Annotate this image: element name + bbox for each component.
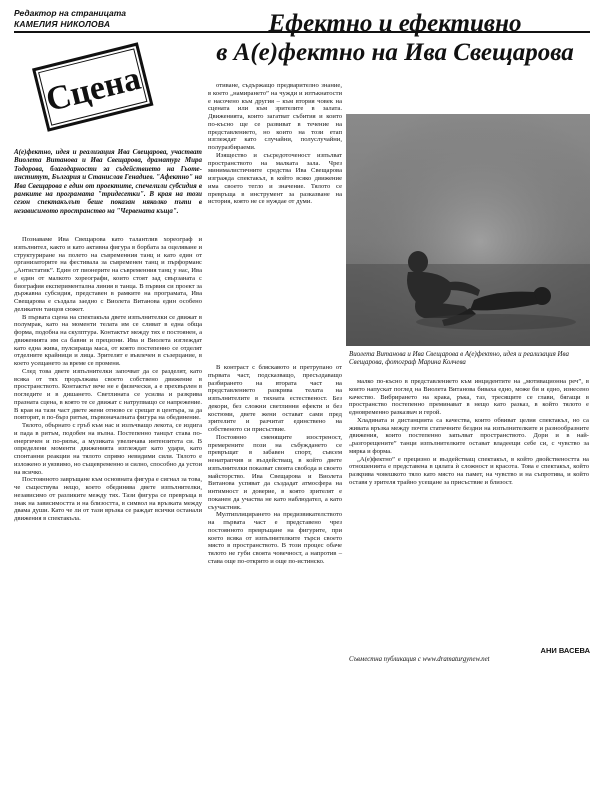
title-line-2-prefix: в: [216, 39, 234, 66]
title-line-2-suffix: на Ива Свещарова: [365, 39, 574, 66]
article-title: [200, 10, 590, 66]
title-line-2: [200, 39, 590, 66]
col1-paragraph: Тялото, обърнато с гръб към нас и излъчващо лекота, се издига и пада в ритъм, подобен на вълна. Постепенно танцът става по-енергичен и по-рязък, а музиката увеличава интензитета си. В определени моменти движенията изглеждат като удари, като спонтанни реакции на тялото спрямо невидими сили. Тялото е изложено и уязвимо, но същевременно и силно, способно да устои на всичко.: [14, 422, 202, 476]
col2b-paragraph: Постоянно сменящите изостреност, премерените пози на събуждането се превръщат в забавен спорт, съвсем ненатрапчив и въздействащ, в който двете изпълнителки показват своята свобода и своето майсторство. Ива Свещарова и Виолета Витанова успяват да създадат атмосфера на интимност и доверие, в която зрителят е поканен да участва не като наблюдател, а като съучастник.: [208, 433, 342, 511]
lead-paragraph: А(е)фектно, идея и реализация Ива Свещарова, участват Виолета Витанова и Ива Свещарова, драматург Мира Тодорова, благодарности за съдействието на Гьоте-институт, България и Станислав Генадиев. "Афектно" на Ива Свещарова е един от проектите, спечелили субсидия в рамките на програмата "тридесетки". В края на този сезон спектакълът беше показан няколко пъти в независимото пространство на "Червената къща".: [14, 148, 202, 215]
editor-box: [14, 8, 164, 30]
col1-paragraph: Постоянното завръщане към основната фигура е сигнал за това, че съществува нещо, което обединява двете изпълнителки, независимо от разликите между тях. Тази фигура се превръща в знак на зависимостта и на близостта, в символ на връзката между двама души. Като че ли от тази връзка се раждат всички останали движения в спектакъла.: [14, 476, 202, 522]
editor-role: Редактор на страницата: [14, 8, 127, 18]
col2b-paragraph: Мултиплицирането на предизвикателството на първата част е представено чрез постоянното превръщане на фигурите, при което всяка от изпълнителките търси своето място в пространството. В този процес обаче тялото не губи своята човечност, а напротив – става още по-открито и още по-истинско.: [208, 511, 342, 565]
col3-paragraph: малко по-късно в представлението към инцидентите на „мотивационна реч”, в които напускат поглед на Виолета Витанова биваха едно, може би и едно, изнесено качество. Вибрирането на крака, ръка, таз, тресящите се глави, бягащи в пространство постепенно преминават в нещо като разказ, в който тялото е едновременно разказвач и герой.: [349, 378, 589, 416]
photo-image: [346, 114, 590, 346]
dance-photo: [346, 114, 590, 346]
editor-name: КАМЕЛИЯ НИКОЛОВА: [14, 19, 111, 29]
col1-paragraph: Познаваме Ива Свещарова като талантлив хореограф и изпълнител, както и като активна фигура в борбата за оцеляване и структуриране на полето на съвременния танц и като един от организаторите на фестивала за съвременен танц и пърформанс „Антистатик”. Един от пионерите на съвременния танц у нас, Ива е един от малкото хореографи, които стоят зад свързаната с биография експериментална линия в танца. В първия си проект за държавна субсидия, представен в рамките на програмата, Ива Свещарова е създала заедно с Виолета Витанова един особено деликатен танцов сюжет.: [14, 236, 202, 313]
title-line-1: Ефектно и ефективно: [268, 10, 522, 37]
col3-paragraph: Хладината и дистанцията са качества, които обвиват целия спектакъл, но са живата връзка между почти статичните бездни на изпълнителките и разнообразните движения, които постепенно запълват пространството. Дори и в най-„разгорещените” танци изпълнителките остават владеещи себе си, с чувство за мярка и форма.: [349, 416, 589, 455]
column-1: [14, 236, 202, 523]
source-note: Съвместна публикация с www.dramaturgynew.net: [349, 656, 490, 663]
col1-paragraph: В първата сцена на спектакъла двете изпълнителки се движат в полумрак, като на моменти телата им се сливат в една обща форма, подобна на скулптура. Контактът между тях е постоянен, а движенията им са бавни и прецизни. Ива и Виолета изглеждат като една жива, пулсираща маса, от която постепенно се отделят отделните крайници и лица. Зрителят е въвлечен в съзерцание, в което усещането за време се променя.: [14, 313, 202, 367]
section-stamp: [18, 42, 168, 134]
column-2: [208, 82, 342, 206]
photo-caption: Виолета Витанова и Ива Свещарова в А(е)фектно, идея и реализация Ива Свещарова, фотограф Марина Колчева: [349, 351, 569, 367]
col3-paragraph: „А(е)фектно” е прецизно и въздействащ спектакъл, в който двойствеността на отношенията е представена в цялата ѝ сложност и красота. Това е спектакъл, който разкрива човешкото тяло като място на памет, на чувство и на съпротива, и който оставя у зрителя трайно усещане за присъствие и близост.: [349, 455, 589, 486]
col2-paragraph: отиване, съдържащо предварително знание, в което „намирането” на чужди и изтъкнатости е насочено към другия – към втория човек на сцената или към зрителите в залата. Движенията, които загатват събития и които по-късно ще се развиват в течение на представлението, но които на този етап изглеждат като случайни, полуслучайни, полуразбираеми.: [208, 82, 342, 151]
col2b-paragraph: В контраст с бляскавото и претрупано от първата част, подсказващо, пресъздаващо разбирането на втората част на представлението разкрива телата на изпълнителите в тяхната естественост. Без декори, без сложни светлинни ефекти и без костюми, двете жени остават сами пред зрителите и разчитат единствено на собственото си присъствие.: [208, 364, 342, 433]
column-2-lower: [208, 364, 342, 566]
col1-paragraph: След това двете изпълнителки започват да се разделят, като всяка от тях продължава своето собствено движение в пространството. Контактът вече не е физически, а е прехвърлен в погледите и в дишането. Светлината се усилва и разкрива празната сцена, в която те се движат с натрупващо се напрежение. В края на тази част двете жени отново се срещат в центъра, за да повторят, в по-бърз ритъм, първоначалната фигура на обединение.: [14, 367, 202, 422]
title-show-name: А(е)фектно: [233, 39, 366, 66]
col2-paragraph: Изящество и съсредоточеност изпълват пространството на малката зала. Чрез минималистичните средства Ива Свещарова изгражда спектакъл, в който всяко движение има своето тегло и значение. Тялото се превръща в инструмент за разказване на история, която не се нуждае от думи.: [208, 151, 342, 206]
section-stamp-label: Сцена: [42, 59, 145, 119]
author-byline: АНИ ВАСЕВА: [540, 646, 590, 655]
column-3: [349, 378, 589, 487]
